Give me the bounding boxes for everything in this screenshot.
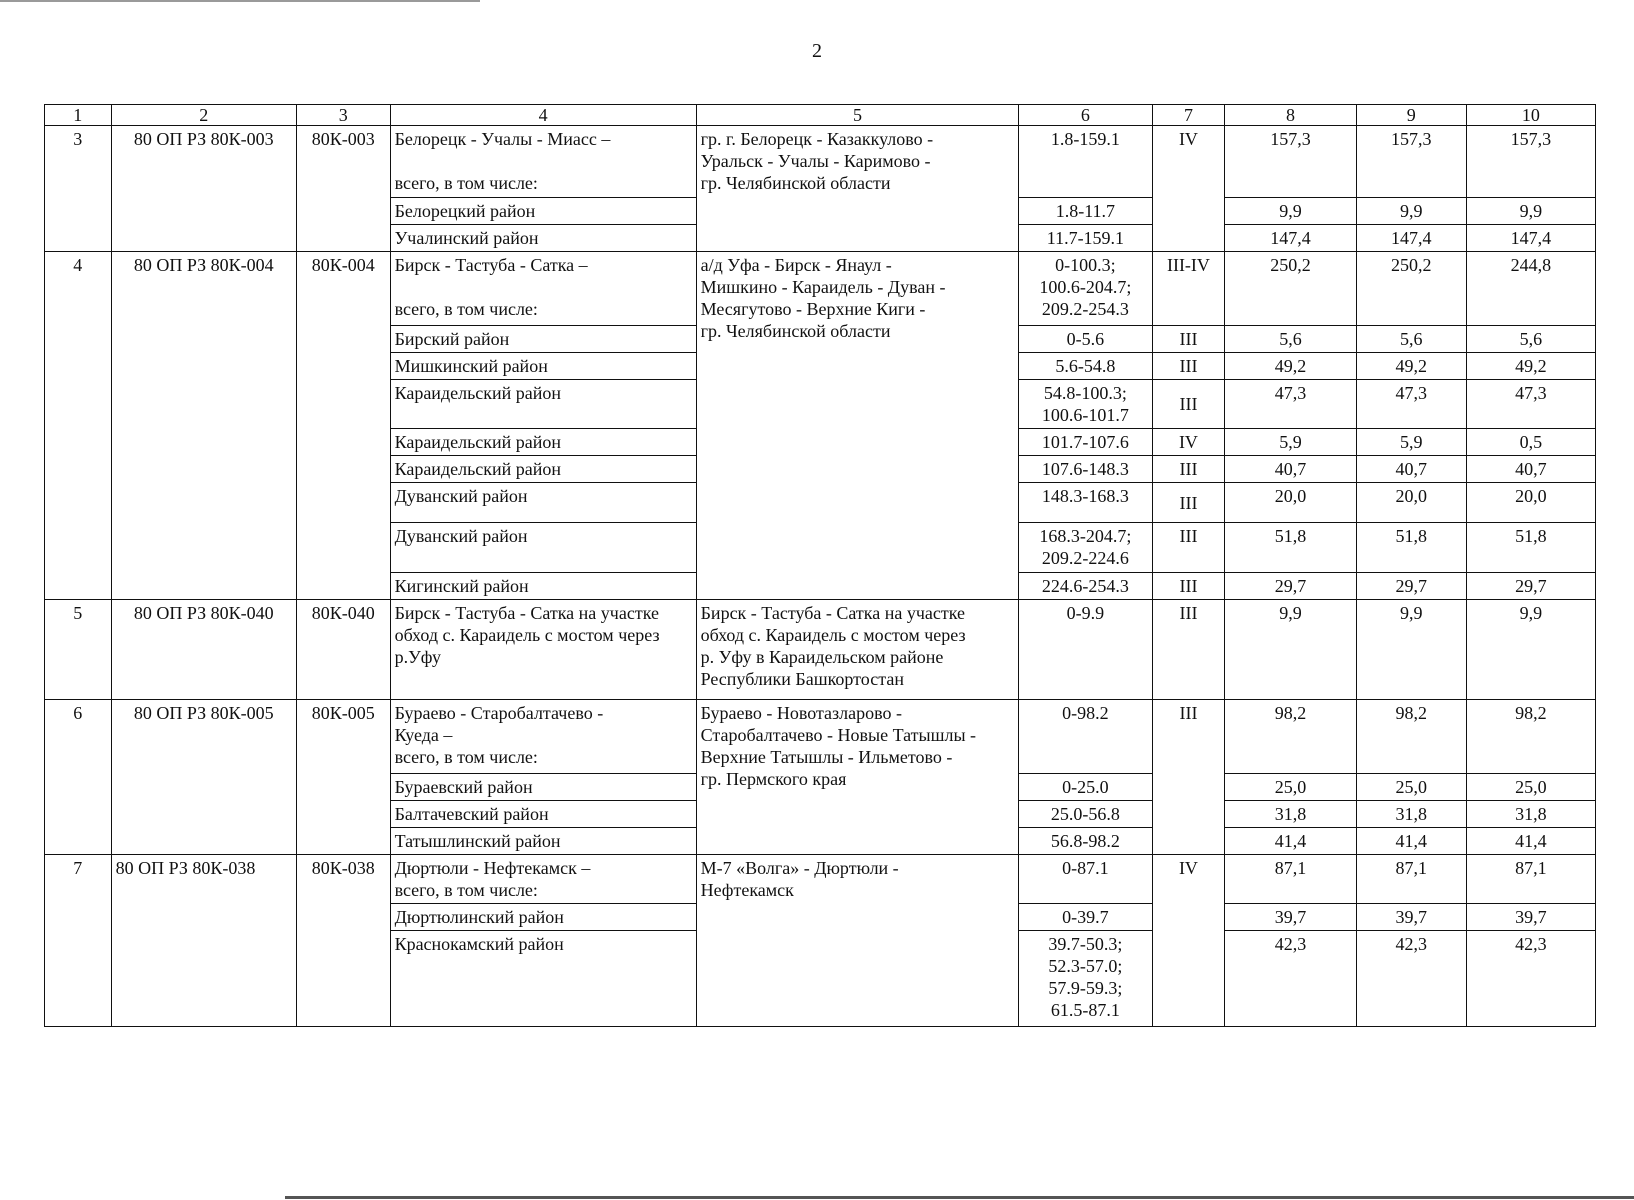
road-route: Бураево - Новотазларово - Старобалтачево - Новые Татышлы - Верхние Татышлы - Ильметово - гр. Пермского края	[696, 700, 1019, 855]
road-col8: 9,9	[1225, 600, 1356, 700]
road-col9: 98,2	[1356, 700, 1466, 774]
road-id: 80 ОП РЗ 80К-005	[111, 700, 296, 855]
district-name: Кигинский район	[390, 573, 696, 600]
district-name: Краснокамский район	[390, 931, 696, 1027]
header-cell: 3	[296, 105, 390, 126]
road-col10: 98,2	[1466, 700, 1595, 774]
road-number: 6	[45, 700, 112, 855]
district-category: III	[1152, 456, 1225, 483]
district-col9: 49,2	[1356, 353, 1466, 380]
page-number: 2	[812, 40, 822, 62]
district-km: 39.7-50.3; 52.3-57.0; 57.9-59.3; 61.5-87.1	[1019, 931, 1152, 1027]
road-row	[45, 600, 1596, 700]
district-name: Бирский район	[390, 326, 696, 353]
district-category: III	[1152, 483, 1225, 523]
scan-edge-bottom	[285, 1196, 1634, 1199]
header-cell: 8	[1225, 105, 1356, 126]
road-col8: 157,3	[1225, 126, 1356, 198]
district-category: III	[1152, 380, 1225, 429]
district-km: 0-5.6	[1019, 326, 1152, 353]
road-category: III	[1152, 700, 1225, 855]
road-col8: 87,1	[1225, 855, 1356, 904]
district-col8: 25,0	[1225, 774, 1356, 801]
road-col9: 87,1	[1356, 855, 1466, 904]
header-cell: 7	[1152, 105, 1225, 126]
header-cell: 2	[111, 105, 296, 126]
district-km: 54.8-100.3; 100.6-101.7	[1019, 380, 1152, 429]
district-col10: 5,6	[1466, 326, 1595, 353]
district-km: 168.3-204.7; 209.2-224.6	[1019, 523, 1152, 573]
roads-table	[44, 104, 1596, 1027]
district-col8: 31,8	[1225, 801, 1356, 828]
road-name: Бирск - Тастуба - Сатка – всего, в том числе:	[390, 252, 696, 326]
district-col8: 47,3	[1225, 380, 1356, 429]
district-col10: 29,7	[1466, 573, 1595, 600]
district-category: III	[1152, 523, 1225, 573]
road-route: а/д Уфа - Бирск - Янаул - Мишкино - Караидель - Дуван - Месягутово - Верхние Киги - гр. Челябинской области	[696, 252, 1019, 600]
district-km: 107.6-148.3	[1019, 456, 1152, 483]
district-name: Караидельский район	[390, 429, 696, 456]
district-col9: 20,0	[1356, 483, 1466, 523]
road-name: Белорецк - Учалы - Миасс – всего, в том числе:	[390, 126, 696, 198]
district-col9: 9,9	[1356, 198, 1466, 225]
district-col9: 147,4	[1356, 225, 1466, 252]
district-col9: 42,3	[1356, 931, 1466, 1027]
header-cell: 10	[1466, 105, 1595, 126]
district-category: III	[1152, 326, 1225, 353]
district-name: Мишкинский район	[390, 353, 696, 380]
district-col8: 40,7	[1225, 456, 1356, 483]
road-col10: 9,9	[1466, 600, 1595, 700]
district-km: 0-39.7	[1019, 904, 1152, 931]
district-name: Дуванский район	[390, 523, 696, 573]
road-col10: 157,3	[1466, 126, 1595, 198]
road-row	[45, 252, 1596, 326]
district-name: Дуванский район	[390, 483, 696, 523]
district-col8: 5,9	[1225, 429, 1356, 456]
district-km: 148.3-168.3	[1019, 483, 1152, 523]
header-cell: 4	[390, 105, 696, 126]
district-col10: 51,8	[1466, 523, 1595, 573]
district-col10: 41,4	[1466, 828, 1595, 855]
district-col9: 25,0	[1356, 774, 1466, 801]
road-col9: 250,2	[1356, 252, 1466, 326]
road-col10: 244,8	[1466, 252, 1595, 326]
scan-edge-top	[0, 0, 480, 2]
district-col10: 49,2	[1466, 353, 1595, 380]
district-col8: 51,8	[1225, 523, 1356, 573]
district-col9: 5,9	[1356, 429, 1466, 456]
road-id: 80 ОП РЗ 80К-040	[111, 600, 296, 700]
district-col10: 20,0	[1466, 483, 1595, 523]
district-category: III	[1152, 573, 1225, 600]
district-km: 1.8-11.7	[1019, 198, 1152, 225]
road-code: 80К-003	[296, 126, 390, 252]
district-col10: 9,9	[1466, 198, 1595, 225]
road-km: 0-9.9	[1019, 600, 1152, 700]
district-col9: 41,4	[1356, 828, 1466, 855]
district-name: Бураевский район	[390, 774, 696, 801]
district-col8: 29,7	[1225, 573, 1356, 600]
road-col8: 250,2	[1225, 252, 1356, 326]
district-km: 5.6-54.8	[1019, 353, 1152, 380]
district-col8: 147,4	[1225, 225, 1356, 252]
road-km: 0-98.2	[1019, 700, 1152, 774]
district-km: 224.6-254.3	[1019, 573, 1152, 600]
road-route: гр. г. Белорецк - Казаккулово - Уральск - Учалы - Каримово - гр. Челябинской области	[696, 126, 1019, 252]
road-category: III-IV	[1152, 252, 1225, 326]
road-row	[45, 700, 1596, 774]
header-cell: 1	[45, 105, 112, 126]
road-number: 7	[45, 855, 112, 1027]
road-name: Дюртюли - Нефтекамск – всего, в том числе:	[390, 855, 696, 904]
road-km: 0-100.3; 100.6-204.7; 209.2-254.3	[1019, 252, 1152, 326]
district-col10: 40,7	[1466, 456, 1595, 483]
district-col9: 47,3	[1356, 380, 1466, 429]
road-col10: 87,1	[1466, 855, 1595, 904]
road-code: 80К-038	[296, 855, 390, 1027]
road-name: Бураево - Старобалтачево - Куеда – всего, в том числе:	[390, 700, 696, 774]
road-category: IV	[1152, 126, 1225, 252]
road-code: 80К-005	[296, 700, 390, 855]
district-col10: 0,5	[1466, 429, 1595, 456]
district-col10: 39,7	[1466, 904, 1595, 931]
district-col10: 147,4	[1466, 225, 1595, 252]
district-col8: 9,9	[1225, 198, 1356, 225]
district-km: 0-25.0	[1019, 774, 1152, 801]
district-category: IV	[1152, 429, 1225, 456]
district-name: Караидельский район	[390, 456, 696, 483]
road-number: 3	[45, 126, 112, 252]
road-number: 4	[45, 252, 112, 600]
district-col10: 47,3	[1466, 380, 1595, 429]
district-name: Белорецкий район	[390, 198, 696, 225]
road-route: Бирск - Тастуба - Сатка на участке обход с. Караидель с мостом через р. Уфу в Караидельском районе Республики Башкортостан	[696, 600, 1019, 700]
district-col10: 31,8	[1466, 801, 1595, 828]
road-number: 5	[45, 600, 112, 700]
header-row	[45, 105, 1596, 126]
road-code: 80К-004	[296, 252, 390, 600]
road-id: 80 ОП РЗ 80К-003	[111, 126, 296, 252]
road-category: IV	[1152, 855, 1225, 1027]
district-col8: 49,2	[1225, 353, 1356, 380]
district-col9: 51,8	[1356, 523, 1466, 573]
header-cell: 5	[696, 105, 1019, 126]
road-name: Бирск - Тастуба - Сатка на участке обход с. Караидель с мостом через р.Уфу	[390, 600, 696, 700]
road-code: 80К-040	[296, 600, 390, 700]
district-col9: 29,7	[1356, 573, 1466, 600]
header-cell: 6	[1019, 105, 1152, 126]
district-km: 56.8-98.2	[1019, 828, 1152, 855]
header-cell: 9	[1356, 105, 1466, 126]
district-km: 25.0-56.8	[1019, 801, 1152, 828]
district-category: III	[1152, 353, 1225, 380]
road-col9: 157,3	[1356, 126, 1466, 198]
district-name: Балтачевский район	[390, 801, 696, 828]
road-category: III	[1152, 600, 1225, 700]
road-route: М-7 «Волга» - Дюртюли - Нефтекамск	[696, 855, 1019, 1027]
district-name: Татышлинский район	[390, 828, 696, 855]
district-col9: 39,7	[1356, 904, 1466, 931]
district-col9: 5,6	[1356, 326, 1466, 353]
district-col8: 41,4	[1225, 828, 1356, 855]
district-name: Дюртюлинский район	[390, 904, 696, 931]
road-km: 0-87.1	[1019, 855, 1152, 904]
road-id: 80 ОП РЗ 80К-004	[111, 252, 296, 600]
district-col9: 31,8	[1356, 801, 1466, 828]
district-km: 11.7-159.1	[1019, 225, 1152, 252]
district-col8: 39,7	[1225, 904, 1356, 931]
road-row	[45, 126, 1596, 198]
road-km: 1.8-159.1	[1019, 126, 1152, 198]
district-col10: 25,0	[1466, 774, 1595, 801]
road-row	[45, 855, 1596, 904]
road-id: 80 ОП РЗ 80К-038	[111, 855, 296, 1027]
district-name: Караидельский район	[390, 380, 696, 429]
district-col9: 40,7	[1356, 456, 1466, 483]
district-col10: 42,3	[1466, 931, 1595, 1027]
district-col8: 20,0	[1225, 483, 1356, 523]
district-col8: 5,6	[1225, 326, 1356, 353]
district-km: 101.7-107.6	[1019, 429, 1152, 456]
road-col9: 9,9	[1356, 600, 1466, 700]
district-name: Учалинский район	[390, 225, 696, 252]
road-col8: 98,2	[1225, 700, 1356, 774]
district-col8: 42,3	[1225, 931, 1356, 1027]
